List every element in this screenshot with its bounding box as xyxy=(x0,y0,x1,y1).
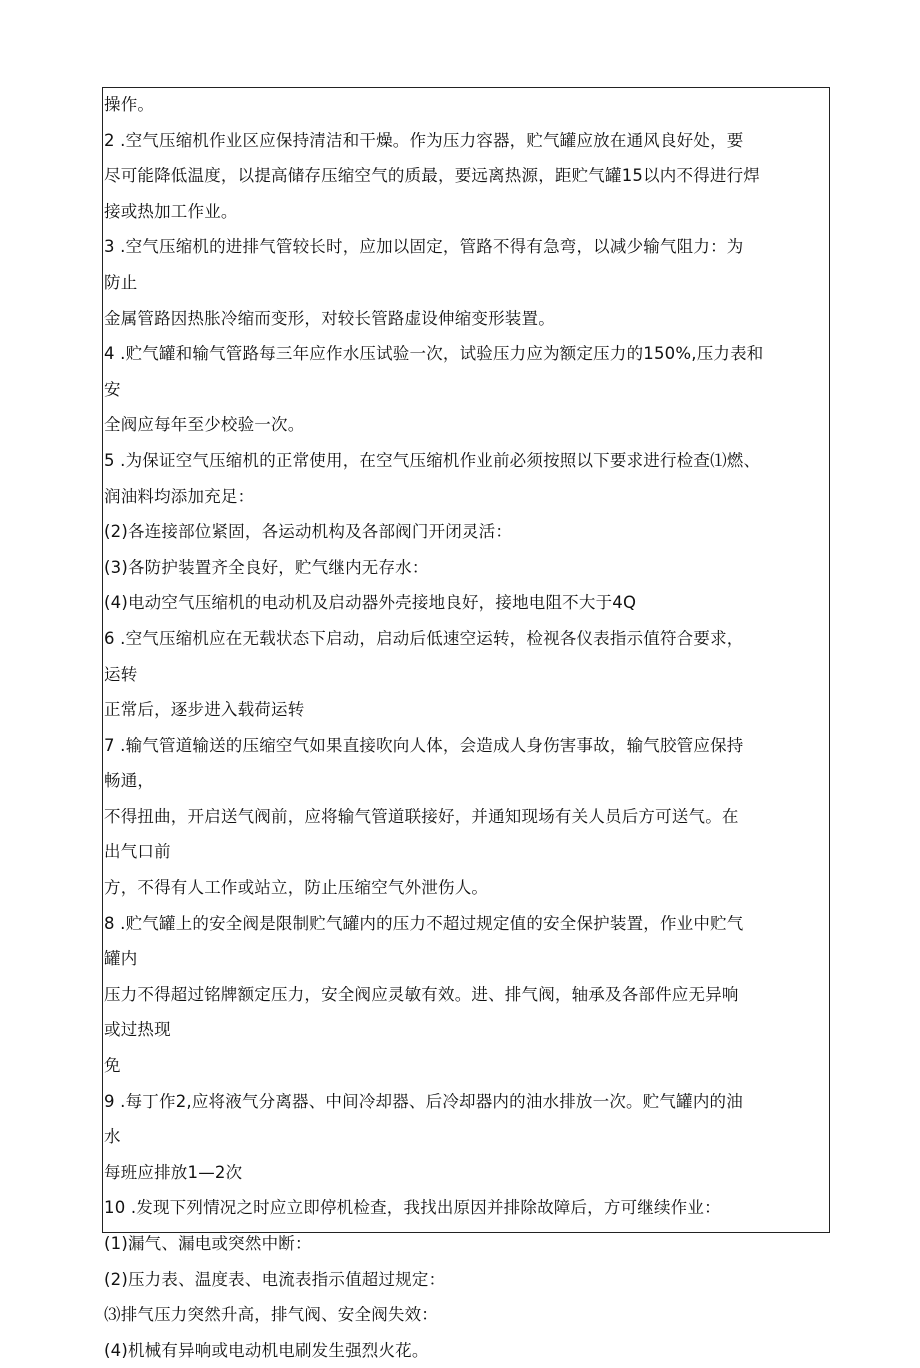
text-line: (3)各防护装置齐全良好，贮气继内无存水： xyxy=(104,557,429,577)
text-line: 畅通， xyxy=(104,771,155,791)
text-line: 接或热加工作业。 xyxy=(104,201,238,221)
text-line: 金属管路因热胀冷缩而变形，对较长管路虚设伸缩变形装置。 xyxy=(104,308,555,328)
text-line: 5 .为保证空气压缩机的正常使用，在空气压缩机作业前必须按照以下要求进行检查⑴燃、 xyxy=(104,450,761,470)
text-line: 3 .空气压缩机的进排气管较长时，应加以固定，管路不得有急弯，以减少输气阻力：为 xyxy=(104,237,744,257)
text-line: 方，不得有人工作或站立，防止压缩空气外泄伤人。 xyxy=(104,878,489,898)
text-line: 全阀应每年至少校验一次。 xyxy=(104,415,305,435)
text-line: 尽可能降低温度，以提高储存压缩空气的质最，要远离热源，距贮气罐15以内不得进行焊 xyxy=(104,166,760,186)
text-line: (4)机械有异响或电动机电刷发生强烈火花。 xyxy=(104,1340,429,1360)
text-line: 运转 xyxy=(104,664,138,684)
text-line: 10 .发现下列情况之时应立即停机检查，我找出原因并排除故障后，方可继续作业： xyxy=(104,1198,721,1218)
text-line: 压力不得超过铭牌额定压力，安全阀应灵敏有效。进、排气阀，轴承及各部件应无异响 xyxy=(104,984,739,1004)
text-line: 水 xyxy=(104,1127,121,1147)
text-line: (1)漏气、漏电或突然中断： xyxy=(104,1234,312,1253)
text-line: (4)电动空气压缩机的电动机及启动器外壳接地良好，接地电阻不大于4Q xyxy=(104,593,637,613)
text-line: 润油料均添加充足： xyxy=(104,486,255,506)
text-line: 8 .贮气罐上的安全阀是限制贮气罐内的压力不超过规定值的安全保护装置，作业中贮气 xyxy=(104,913,744,933)
text-line: 操作。 xyxy=(104,95,155,114)
text-line: 6 .空气压缩机应在无载状态下启动，启动后低速空运转，检视各仪表指示值符合要求， xyxy=(104,628,744,648)
document-text xyxy=(104,87,828,1368)
text-line: 免 xyxy=(104,1056,121,1076)
text-line: (2)各连接部位紧固，各运动机构及各部阀门开闭灵活： xyxy=(104,522,513,542)
text-line: ⑶排气压力突然升高，排气阀、安全阀失效： xyxy=(104,1305,438,1325)
text-line: 出气口前 xyxy=(104,842,171,862)
text-line: 7 .输气管道输送的压缩空气如果直接吹向人体，会造成人身伤害事故，输气胶管应保持 xyxy=(104,735,744,755)
text-line: (2)压力表、温度表、电流表指示值超过规定： xyxy=(104,1269,446,1289)
text-line: 或过热现 xyxy=(104,1020,171,1040)
text-line: 9 .每丁作2,应将液气分离器、中间冷却器、后冷却器内的油水排放一次。贮气罐内的油 xyxy=(104,1091,743,1111)
text-line: 不得扭曲，开启送气阀前，应将输气管道联接好，并通知现场有关人员后方可送气。在 xyxy=(104,806,739,826)
text-line: 4 .贮气罐和输气管路每三年应作水压试验一次，试验压力应为额定压力的150%,压力表和 xyxy=(104,344,764,364)
text-line: 正常后，逐步进入载荷运转 xyxy=(104,700,305,720)
text-line: 每班应排放1—2次 xyxy=(104,1162,243,1182)
text-line: 罐内 xyxy=(104,949,138,969)
text-line: 2 .空气压缩机作业区应保持清洁和干燥。作为压力容器，贮气罐应放在通风良好处，要 xyxy=(104,130,744,150)
text-line: 防止 xyxy=(104,272,138,292)
text-line: 安 xyxy=(104,379,121,399)
